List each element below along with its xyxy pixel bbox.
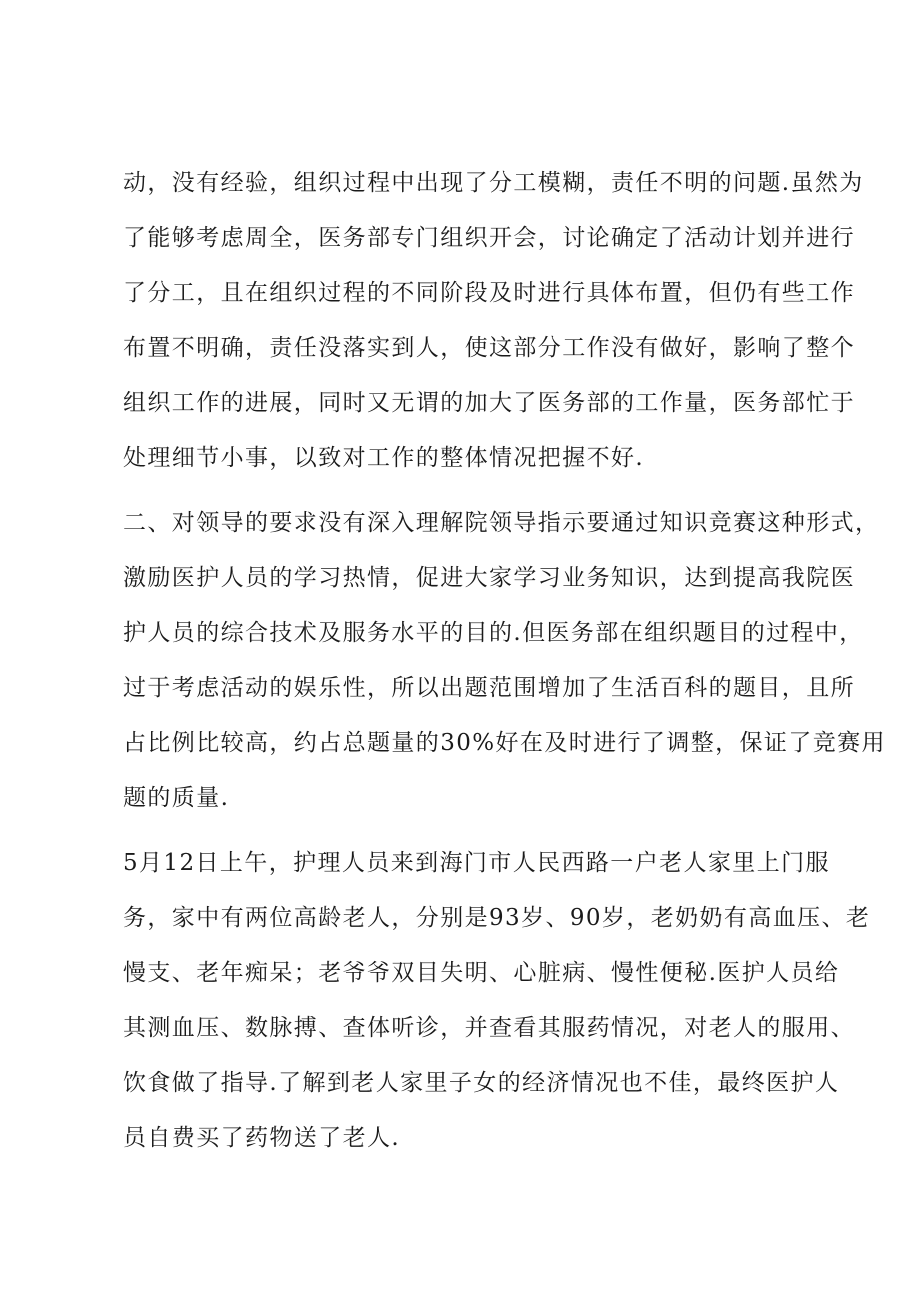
paragraph-line: 布置不明确，责任没落实到人，使这部分工作没有做好，影响了整个 — [123, 335, 855, 361]
paragraph-line: 题的质量. — [123, 785, 230, 811]
paragraph-line: 二、对领导的要求没有深入理解院领导指示要通过知识竞赛这种形式， — [123, 510, 880, 536]
paragraph-line: 饮食做了指导.了解到老人家里子女的经济情况也不佳，最终医护人 — [123, 1070, 840, 1096]
paragraph-line: 务，家中有两位高龄老人，分别是93岁、90岁，老奶奶有高血压、老 — [123, 905, 871, 931]
paragraph-line: 占比例比较高，约占总题量的30%好在及时进行了调整，保证了竞赛用 — [123, 730, 886, 756]
paragraph-line: 组织工作的进展，同时又无谓的加大了医务部的工作量，医务部忙于 — [123, 390, 855, 416]
paragraph-line: 其测血压、数脉搏、查体听诊，并查看其服药情况，对老人的服用、 — [123, 1015, 855, 1041]
paragraph-line: 过于考虑活动的娱乐性，所以出题范围增加了生活百科的题目，且所 — [123, 675, 855, 701]
paragraph-line: 了能够考虑周全，医务部专门组织开会，讨论确定了活动计划并进行 — [123, 225, 855, 251]
paragraph-line: 慢支、老年痴呆；老爷爷双目失明、心脏病、慢性便秘.医护人员给 — [123, 960, 840, 986]
paragraph-line: 了分工，且在组织过程的不同阶段及时进行具体布置，但仍有些工作 — [123, 280, 855, 306]
paragraph-line: 激励医护人员的学习热情，促进大家学习业务知识，达到提高我院医 — [123, 565, 855, 591]
paragraph-line: 5月12日上午，护理人员来到海门市人民西路一户老人家里上门服 — [123, 850, 830, 876]
paragraph-line: 动，没有经验，组织过程中出现了分工模糊，责任不明的问题.虽然为 — [123, 170, 864, 196]
paragraph-line: 护人员的综合技术及服务水平的目的.但医务部在组织题目的过程中， — [123, 620, 864, 646]
paragraph-line: 员自费买了药物送了老人. — [123, 1125, 401, 1151]
paragraph-line: 处理细节小事，以致对工作的整体情况把握不好. — [123, 445, 645, 471]
